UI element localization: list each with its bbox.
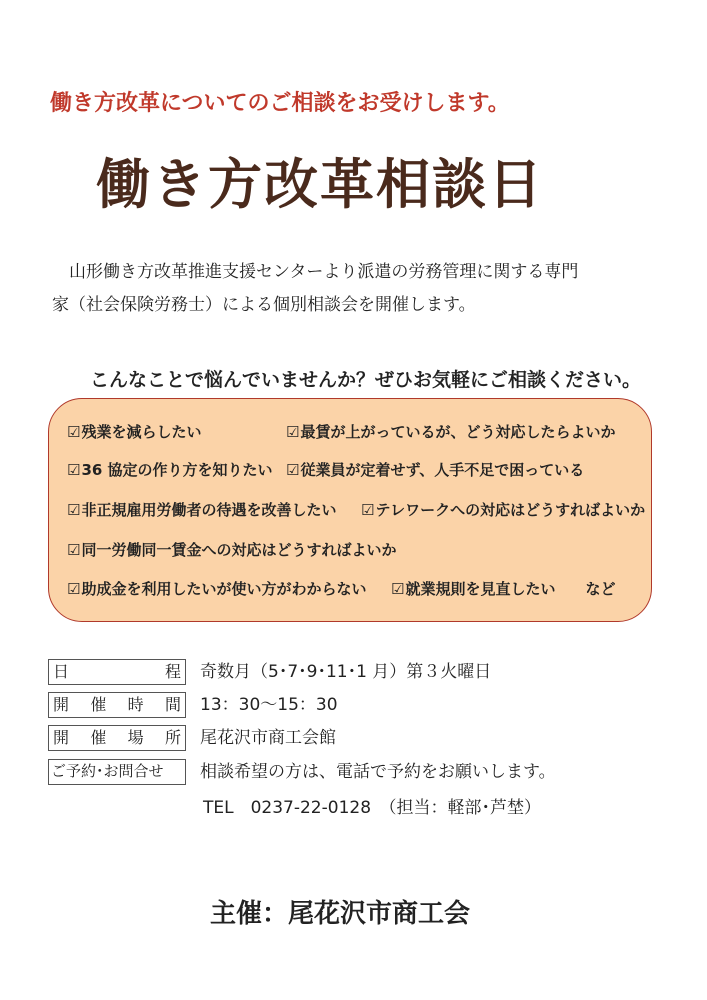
concern-item: ☑最賃が上がっているが、どう対応したらよいか [286,423,616,441]
checkbox-icon: ☑ [286,461,300,479]
concern-item: ☑テレワークへの対応はどうすればよいか [361,501,646,519]
concern-item: ☑就業規則を見直したい など [391,580,616,598]
contact-label: ご予約･お問合せ [48,759,186,785]
intro-line-2: 家（社会保険労務士）による個別相談会を開催します。 [52,295,476,315]
organizer: 主催：尾花沢市商工会 [210,899,471,929]
checkbox-icon: ☑ [391,580,405,598]
checkbox-icon: ☑ [67,423,81,441]
concern-item: ☑36 協定の作り方を知りたい [67,461,273,479]
page-title: 働き方改革相談日 [96,153,544,216]
checkbox-icon: ☑ [67,461,81,479]
concern-item: ☑従業員が定着せず、人手不足で困っている [286,461,585,479]
subtitle: 働き方改革についてのご相談をお受けします。 [50,91,510,116]
concern-item: ☑非正規雇用労働者の待遇を改善したい [67,501,337,519]
time-value: 13：30～15：30 [200,695,338,715]
intro-text [52,256,662,322]
telephone: TEL 0237-22-0128 （担当：軽部･芦埜） [203,798,542,818]
concern-item: ☑残業を減らしたい [67,423,202,441]
time-label: 開 催 時 間 [48,692,186,718]
checkbox-icon: ☑ [286,423,300,441]
schedule-value: 奇数月（5･7･9･11･1 月）第３火曜日 [200,662,492,682]
question-heading: こんなことで悩んでいませんか？ぜひお気軽にご相談ください。 [90,369,642,391]
intro-line-1: 山形働き方改革推進支援センターより派遣の労務管理に関する専門 [69,262,579,282]
checkbox-icon: ☑ [67,501,81,519]
concern-item: ☑助成金を利用したいが使い方がわからない [67,580,367,598]
schedule-label: 日 程 [48,659,186,685]
checkbox-icon: ☑ [361,501,375,519]
concerns-box [48,398,652,622]
concern-item: ☑同一労働同一賃金への対応はどうすればよいか [67,541,397,559]
checkbox-icon: ☑ [67,580,81,598]
checkbox-icon: ☑ [67,541,81,559]
place-label: 開 催 場 所 [48,725,186,751]
place-value: 尾花沢市商工会館 [200,728,336,748]
contact-value: 相談希望の方は、電話で予約をお願いします。 [200,762,556,782]
